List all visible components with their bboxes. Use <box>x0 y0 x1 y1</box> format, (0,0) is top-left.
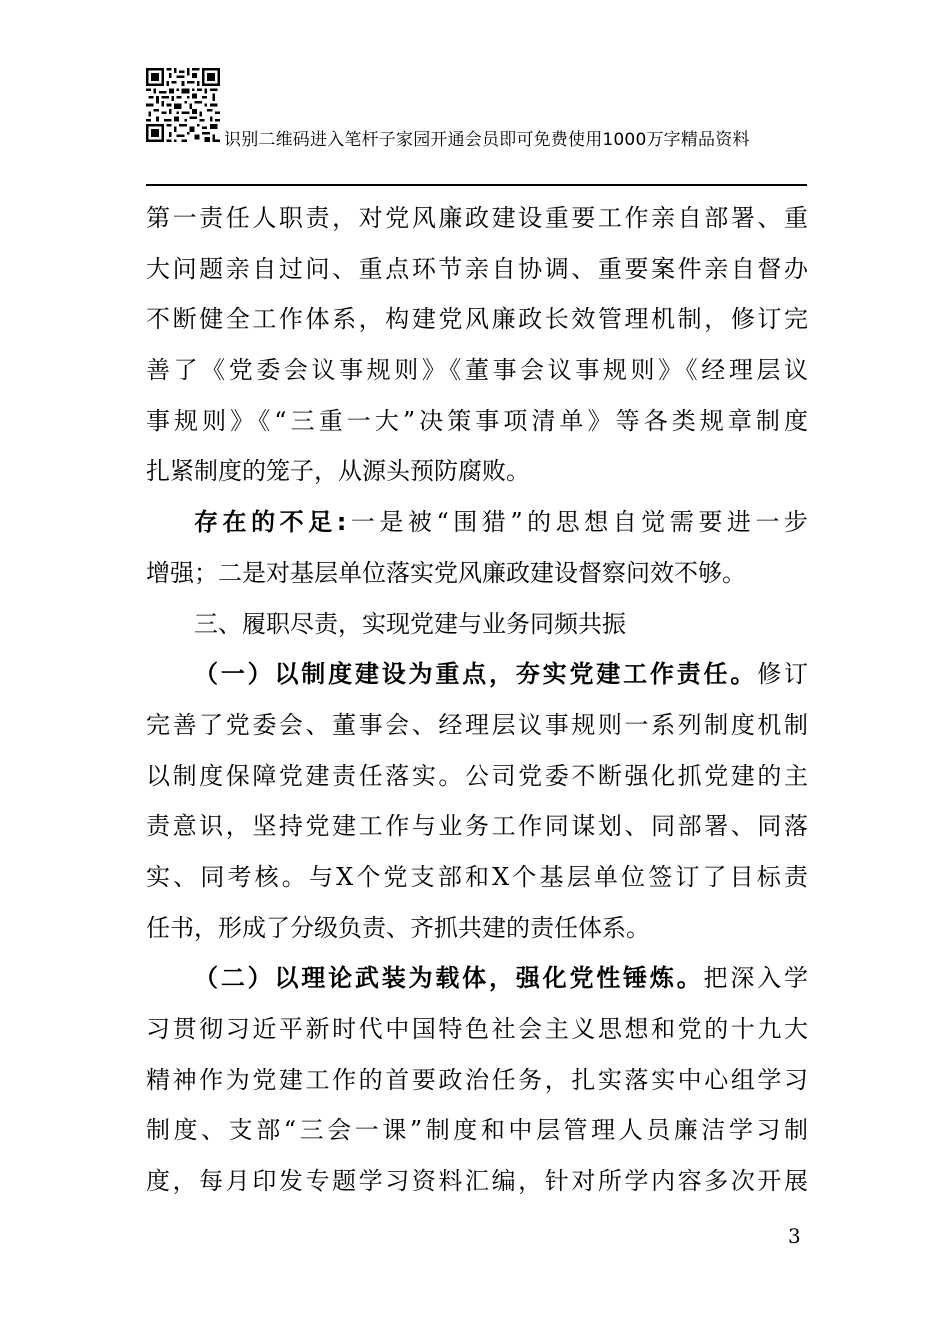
text-run: 把深入学 <box>703 964 809 993</box>
text-run: 修订 <box>757 660 809 689</box>
subsection-2-paragraph <box>146 953 808 1004</box>
text-line: 责意识，坚持党建工作与业务工作同谋划、同部署、同落 <box>146 812 808 841</box>
page-number: 3 <box>788 1224 801 1248</box>
header-divider <box>146 184 807 186</box>
subsection-2-title: （二）以理论武装为载体，强化党性锤炼。 <box>194 964 704 993</box>
page-header <box>146 68 806 152</box>
section-heading: 三、履职尽责，实现党建与业务同频共振 <box>194 609 626 638</box>
text-line: 扎紧制度的笼子，从源头预防腐败。 <box>146 457 530 486</box>
text-line: 任书，形成了分级负责、齐抓共建的责任体系。 <box>146 913 650 942</box>
shortcomings-label: 存在的不足: <box>194 508 347 537</box>
text-line: 实、同考核。与X个党支部和X个基层单位签订了目标责 <box>146 862 808 891</box>
text-line: 第一责任人职责，对党风廉政建设重要工作亲自部署、重 <box>146 204 808 232</box>
subsection-1-title: （一）以制度建设为重点，夯实党建工作责任。 <box>194 660 758 689</box>
qr-code-icon <box>146 68 220 142</box>
text-line: 善了《党委会议事规则》《董事会议事规则》《经理层议 <box>146 356 808 385</box>
text-line: 完善了党委会、董事会、经理层议事规则一系列制度机制 <box>146 710 808 739</box>
text-line: 精神作为党建工作的首要政治任务，扎实落实中心组学习 <box>146 1065 808 1094</box>
text-line: 不断健全工作体系，构建党风廉政长效管理机制，修订完 <box>146 305 808 334</box>
text-line: 制度、支部“三会一课”制度和中层管理人员廉洁学习制 <box>146 1116 808 1145</box>
text-line: 事规则》《“三重一大”决策事项清单》等各类规章制度 <box>146 406 808 435</box>
text-line: 增强；二是对基层单位落实党风廉政建设督察问效不够。 <box>146 558 746 587</box>
text-line: 习贯彻习近平新时代中国特色社会主义思想和党的十九大 <box>146 1015 808 1043</box>
shortcomings-paragraph <box>146 497 808 548</box>
subsection-1-paragraph <box>146 649 808 700</box>
text-run: 一是被“围猎”的思想自觉需要进一步 <box>346 508 808 537</box>
header-notice: 识别二维码进入笔杆子家园开通会员即可免费使用1000万字精品资料 <box>224 130 750 150</box>
text-line: 大问题亲自过问、重点环节亲自协调、重要案件亲自督办 <box>146 254 808 283</box>
text-line: 以制度保障党建责任落实。公司党委不断强化抓党建的主 <box>146 761 808 790</box>
text-line: 度，每月印发专题学习资料汇编，针对所学内容多次开展 <box>146 1167 808 1196</box>
document-body <box>146 193 808 1207</box>
